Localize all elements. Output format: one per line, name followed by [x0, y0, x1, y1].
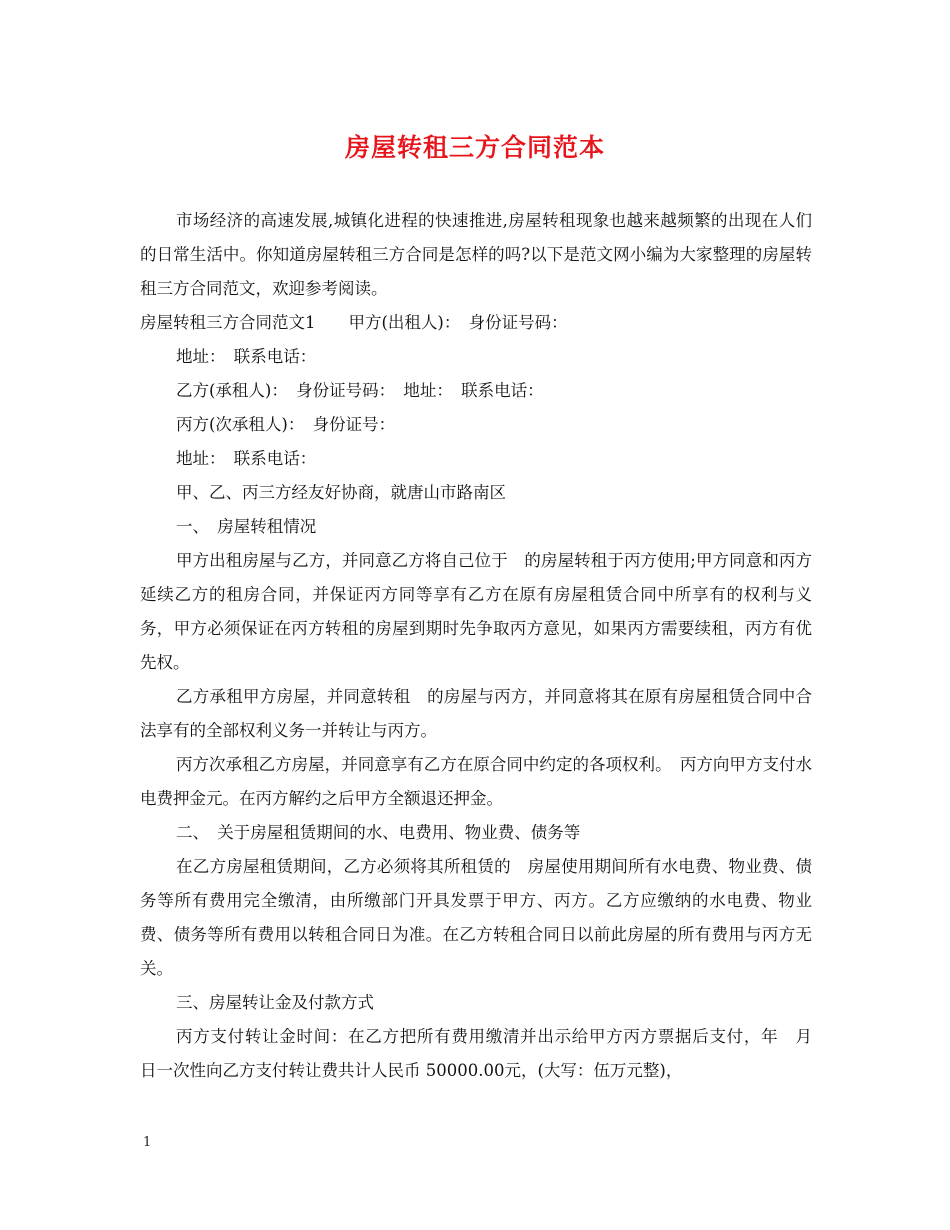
- section-3-paragraph: 丙方支付转让金时间：在乙方把所有费用缴清并出示给甲方丙方票据后支付，年 月 日一次性向乙方支付转让费共计人民币 50000.00元，(大写：伍万元整)，: [140, 1027, 829, 1080]
- page-number: 1: [143, 1135, 152, 1150]
- negotiation-line: 甲、乙、丙三方经友好协商，就唐山市路南区: [176, 483, 506, 502]
- section-1-paragraph-b: 乙方承租甲方房屋，并同意转租 的房屋与丙方，并同意将其在原有房屋租赁合同中合法享有的全部权利义务一并转让与丙方。: [140, 687, 812, 740]
- section-1-heading: 一、 房屋转租情况: [176, 517, 317, 536]
- party-b-line: 乙方(承租人)： 身份证号码： 地址： 联系电话：: [176, 381, 544, 400]
- section-2-heading: 二、 关于房屋租赁期间的水、电费用、物业费、债务等: [176, 823, 581, 842]
- party-c-address-line: 地址： 联系电话：: [176, 449, 317, 468]
- section-1-paragraph-a: 甲方出租房屋与乙方，并同意乙方将自己位于 的房屋转租于丙方使用;甲方同意和丙方延续乙方的租房合同，并保证丙方同等享有乙方在原有房屋租赁合同中所享有的权利与义务，甲方必须保证在丙方转租的房屋到期时先争取丙方意见，如果丙方需要续租，丙方有优先权。: [140, 551, 812, 672]
- section-1-paragraph-c: 丙方次承租乙方房屋，并同意享有乙方在原合同中约定的各项权利。 丙方向甲方支付水电费押金元。在丙方解约之后甲方全额退还押金。: [140, 755, 812, 808]
- party-c-line: 丙方(次承租人)： 身份证号：: [176, 415, 396, 434]
- document-title: 房屋转租三方合同范本: [344, 133, 605, 162]
- document-body: [140, 204, 829, 1088]
- intro-paragraph: 市场经济的高速发展,城镇化进程的快速推进,房屋转租现象也越来越频繁的出现在人们的日常生活中。你知道房屋转租三方合同是怎样的吗?以下是范文网小编为大家整理的房屋转租三方合同范文，欢迎参考阅读。: [140, 211, 812, 298]
- contract-heading-line: 房屋转租三方合同范文1 甲方(出租人)： 身份证号码：: [140, 313, 568, 332]
- section-2-paragraph: 在乙方房屋租赁期间，乙方必须将其所租赁的 房屋使用期间所有水电费、物业费、债务等所有费用完全缴清，由所缴部门开具发票于甲方、丙方。乙方应缴纳的水电费、物业费、债务等所有费用以转租合同日为准。在乙方转租合同日以前此房屋的所有费用与丙方无关。: [140, 857, 812, 978]
- party-a-address-line: 地址： 联系电话：: [176, 347, 317, 366]
- section-3-heading: 三、房屋转让金及付款方式: [176, 993, 374, 1012]
